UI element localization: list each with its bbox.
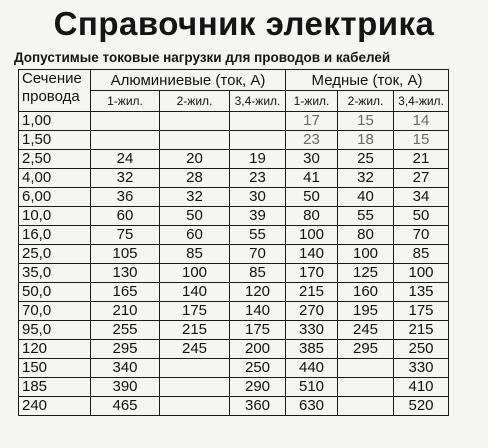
cell-cu-1: 215 (286, 283, 338, 302)
cell-cu-1: 23 (286, 131, 338, 150)
cell-al-1: 340 (91, 359, 160, 378)
header-copper: Медные (ток, А) (286, 70, 449, 91)
cell-cu-2: 25 (338, 150, 394, 169)
table-row (19, 169, 449, 188)
cell-section: 150 (19, 359, 91, 378)
cell-al-3: 23 (230, 169, 286, 188)
cell-cu-3: 15 (394, 131, 449, 150)
cell-cu-2: 32 (338, 169, 394, 188)
cell-al-3: 19 (230, 150, 286, 169)
cell-section: 240 (19, 397, 91, 416)
table-row (19, 397, 449, 416)
cell-al-3: 175 (230, 321, 286, 340)
header-section (19, 70, 91, 112)
cell-section: 2,50 (19, 150, 91, 169)
cell-cu-1: 140 (286, 245, 338, 264)
table-row (19, 359, 449, 378)
cell-cu-3: 100 (394, 264, 449, 283)
cell-al-1: 75 (91, 226, 160, 245)
cell-al-3: 39 (230, 207, 286, 226)
table-body (19, 112, 449, 416)
cell-section: 185 (19, 378, 91, 397)
table-row (19, 283, 449, 302)
cell-cu-1: 30 (286, 150, 338, 169)
table-row (19, 226, 449, 245)
cell-al-1: 255 (91, 321, 160, 340)
current-load-table (18, 69, 449, 416)
cell-al-2: 215 (160, 321, 230, 340)
cell-cu-3: 27 (394, 169, 449, 188)
cell-al-1: 465 (91, 397, 160, 416)
cell-cu-1: 330 (286, 321, 338, 340)
cell-al-3: 290 (230, 378, 286, 397)
cell-cu-1: 100 (286, 226, 338, 245)
cell-al-3 (230, 131, 286, 150)
cell-cu-3: 175 (394, 302, 449, 321)
cell-al-2 (160, 359, 230, 378)
cell-al-3: 140 (230, 302, 286, 321)
cell-cu-2: 100 (338, 245, 394, 264)
cell-cu-2: 295 (338, 340, 394, 359)
header-cu-1core: 1-жил. (286, 91, 338, 112)
cell-cu-3: 21 (394, 150, 449, 169)
cell-al-1: 165 (91, 283, 160, 302)
cell-section: 6,00 (19, 188, 91, 207)
cell-section: 1,50 (19, 131, 91, 150)
cell-cu-3: 330 (394, 359, 449, 378)
table-row (19, 321, 449, 340)
cell-al-3: 250 (230, 359, 286, 378)
cell-cu-2: 15 (338, 112, 394, 131)
cell-cu-1: 630 (286, 397, 338, 416)
cell-cu-1: 510 (286, 378, 338, 397)
table-row (19, 245, 449, 264)
cell-cu-3: 250 (394, 340, 449, 359)
cell-al-1: 210 (91, 302, 160, 321)
cell-al-1: 24 (91, 150, 160, 169)
cell-al-2: 245 (160, 340, 230, 359)
cell-cu-3: 34 (394, 188, 449, 207)
cell-cu-3: 85 (394, 245, 449, 264)
header-al-2core: 2-жил. (160, 91, 230, 112)
cell-al-2 (160, 131, 230, 150)
cell-section: 120 (19, 340, 91, 359)
cell-section: 95,0 (19, 321, 91, 340)
table-subtitle: Допустимые токовые нагрузки для проводов и кабелей (14, 50, 391, 65)
cell-cu-1: 80 (286, 207, 338, 226)
cell-al-1: 390 (91, 378, 160, 397)
page-title: Справочник электрика (53, 5, 435, 42)
cell-section: 4,00 (19, 169, 91, 188)
cell-cu-3: 14 (394, 112, 449, 131)
cell-al-1: 295 (91, 340, 160, 359)
cell-section: 10,0 (19, 207, 91, 226)
cell-cu-2: 40 (338, 188, 394, 207)
table-row (19, 188, 449, 207)
table-row (19, 378, 449, 397)
cell-cu-2: 80 (338, 226, 394, 245)
cell-cu-2: 125 (338, 264, 394, 283)
table-row (19, 302, 449, 321)
header-cu-34core: 3,4-жил. (394, 91, 449, 112)
cell-cu-1: 41 (286, 169, 338, 188)
table-row (19, 264, 449, 283)
table-row (19, 150, 449, 169)
cell-al-2 (160, 397, 230, 416)
cell-cu-3: 50 (394, 207, 449, 226)
cell-cu-2 (338, 397, 394, 416)
cell-section: 35,0 (19, 264, 91, 283)
cell-al-2: 28 (160, 169, 230, 188)
cell-cu-1: 440 (286, 359, 338, 378)
cell-al-2: 60 (160, 226, 230, 245)
cell-cu-1: 385 (286, 340, 338, 359)
cell-al-3: 70 (230, 245, 286, 264)
header-al-34core: 3,4-жил. (230, 91, 286, 112)
cell-al-3: 200 (230, 340, 286, 359)
cell-al-3: 55 (230, 226, 286, 245)
cell-al-1 (91, 112, 160, 131)
cell-al-3: 120 (230, 283, 286, 302)
cell-al-2: 100 (160, 264, 230, 283)
header-section-line1: Сечение (22, 70, 82, 87)
cell-al-2 (160, 378, 230, 397)
cell-al-1: 130 (91, 264, 160, 283)
cell-section: 16,0 (19, 226, 91, 245)
header-al-1core: 1-жил. (91, 91, 160, 112)
cell-section: 70,0 (19, 302, 91, 321)
header-aluminum: Алюминиевые (ток, А) (91, 70, 286, 91)
cell-section: 1,00 (19, 112, 91, 131)
cell-section: 25,0 (19, 245, 91, 264)
cell-al-2: 32 (160, 188, 230, 207)
cell-cu-3: 215 (394, 321, 449, 340)
cell-cu-3: 70 (394, 226, 449, 245)
cell-cu-1: 170 (286, 264, 338, 283)
cell-al-2: 85 (160, 245, 230, 264)
table-row (19, 131, 449, 150)
cell-al-1 (91, 131, 160, 150)
cell-al-2 (160, 112, 230, 131)
table-row (19, 207, 449, 226)
cell-al-2: 140 (160, 283, 230, 302)
table-row (19, 112, 449, 131)
table-row (19, 340, 449, 359)
cell-cu-2 (338, 378, 394, 397)
header-section-line2: провода (22, 88, 80, 105)
cell-cu-3: 520 (394, 397, 449, 416)
cell-cu-2: 18 (338, 131, 394, 150)
cell-cu-2: 195 (338, 302, 394, 321)
cell-al-1: 36 (91, 188, 160, 207)
cell-al-3: 30 (230, 188, 286, 207)
cell-cu-2: 55 (338, 207, 394, 226)
cell-al-3: 85 (230, 264, 286, 283)
cell-al-1: 32 (91, 169, 160, 188)
cell-al-1: 105 (91, 245, 160, 264)
cell-cu-1: 270 (286, 302, 338, 321)
cell-cu-2: 245 (338, 321, 394, 340)
cell-cu-1: 17 (286, 112, 338, 131)
cell-al-2: 20 (160, 150, 230, 169)
header-cu-2core: 2-жил. (338, 91, 394, 112)
cell-cu-2 (338, 359, 394, 378)
cell-al-2: 175 (160, 302, 230, 321)
cell-section: 50,0 (19, 283, 91, 302)
cell-cu-2: 160 (338, 283, 394, 302)
cell-al-1: 60 (91, 207, 160, 226)
cell-cu-3: 135 (394, 283, 449, 302)
cell-al-3 (230, 112, 286, 131)
cell-cu-1: 50 (286, 188, 338, 207)
cell-al-3: 360 (230, 397, 286, 416)
cell-al-2: 50 (160, 207, 230, 226)
cell-cu-3: 410 (394, 378, 449, 397)
